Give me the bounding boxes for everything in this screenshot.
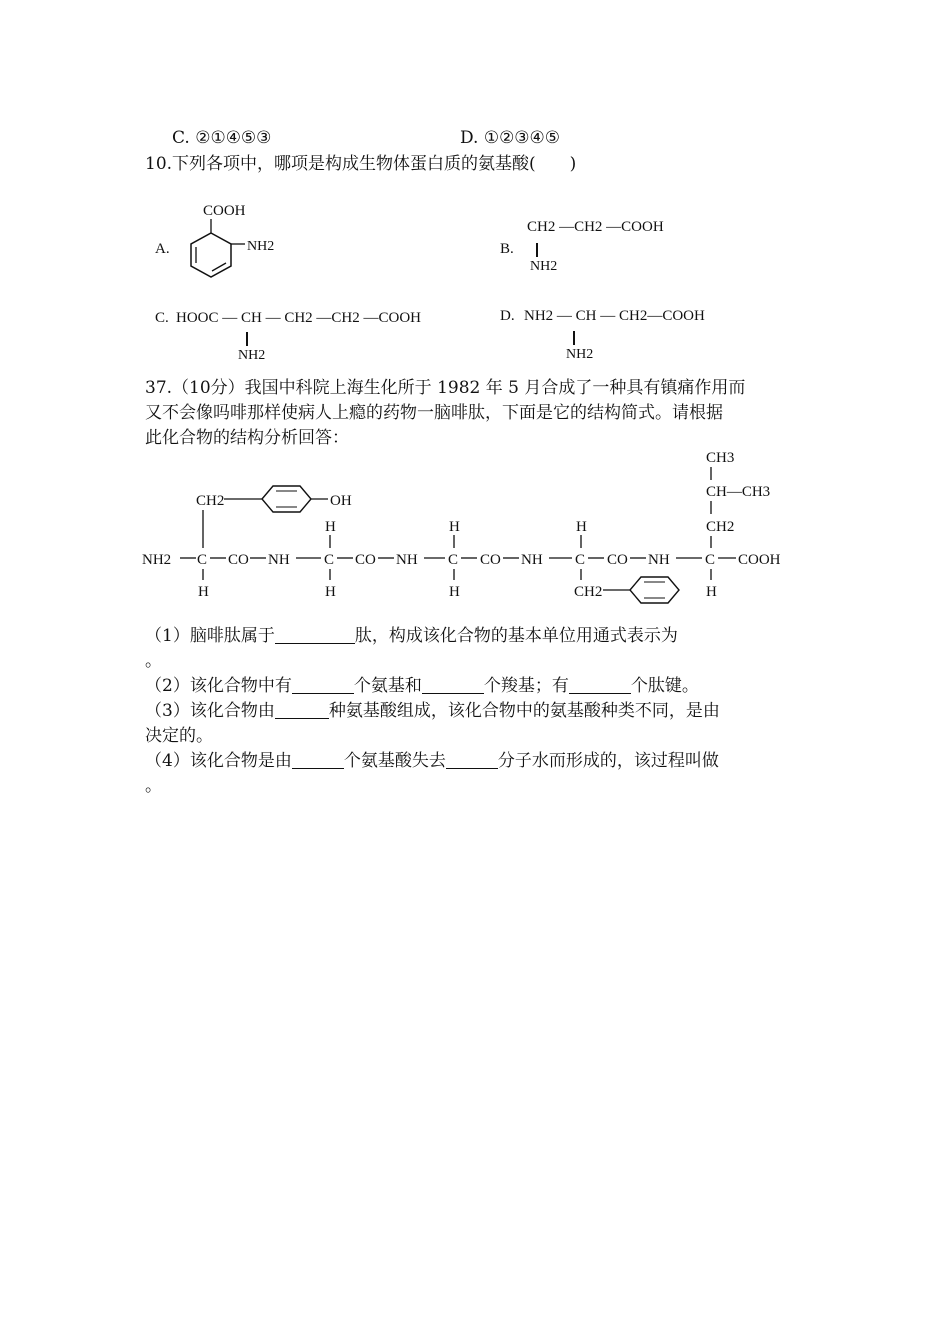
tyr-benzene-ring — [262, 486, 311, 512]
q10-b-label: B. — [500, 241, 514, 257]
q10-b-nh2: NH2 — [530, 259, 558, 274]
phe-ch2: CH2 — [574, 584, 603, 600]
q10-b-chain: CH2 —CH2 —COOH — [527, 219, 664, 235]
gly2-h-top: H — [449, 519, 460, 535]
nh1: NH — [268, 552, 290, 568]
co1: CO — [228, 552, 249, 568]
q10-d-chain: NH2 — CH — CH2—COOH — [524, 308, 705, 324]
q37-sub4: （4）该化合物是由 个氨基酸失去 分子水而形成的，该过程叫做 — [145, 751, 719, 771]
phe-h-top: H — [576, 519, 587, 535]
c4: C — [575, 552, 586, 568]
c5-h-bottom: H — [706, 584, 717, 600]
answer-blank-4[interactable] — [569, 675, 631, 694]
q37-sub1: （1）脑啡肽属于 肽，构成该化合物的基本单位用通式表示为 — [145, 626, 678, 646]
q9-option-d: D. ①②③④⑤ — [460, 128, 561, 148]
answer-blank-5[interactable] — [275, 700, 329, 719]
leu-ch-ch3: CH—CH3 — [706, 484, 771, 500]
c5: C — [705, 552, 716, 568]
tyr-ch2: CH2 — [196, 493, 225, 509]
leu-ch2: CH2 — [706, 519, 735, 535]
nh4: NH — [648, 552, 670, 568]
answer-blank-6[interactable] — [292, 750, 344, 769]
leu-ch3-top: CH3 — [706, 450, 735, 466]
answer-blank-2[interactable] — [292, 675, 354, 694]
c1: C — [197, 552, 208, 568]
backbone-cooh: COOH — [738, 552, 781, 568]
co4: CO — [607, 552, 628, 568]
co2: CO — [355, 552, 376, 568]
q10-d-label: D. — [500, 308, 515, 324]
nh3: NH — [521, 552, 543, 568]
q37-sub3: （3）该化合物由 种氨基酸组成，该化合物中的氨基酸种类不同，是由 — [145, 701, 720, 721]
q37-sub4-end: 。 — [145, 776, 162, 796]
c1-h-bottom: H — [198, 584, 209, 600]
q37-sub2: （2）该化合物中有 个氨基和 个羧基；有 个肽键。 — [145, 676, 699, 696]
nh2-link: NH — [396, 552, 418, 568]
gly1-h-top: H — [325, 519, 336, 535]
q10-c-label: C. — [155, 310, 169, 326]
enkephalin-structure — [140, 440, 820, 610]
q37-sub3-end: 决定的。 — [145, 726, 213, 746]
q10-a-structure — [175, 195, 285, 295]
answer-blank-1[interactable] — [275, 625, 355, 644]
c2: C — [324, 552, 335, 568]
answer-blank-3[interactable] — [422, 675, 484, 694]
q9-option-c: C. ②①④⑤③ — [172, 128, 272, 148]
q10-stem: 10.下列各项中，哪项是构成生物体蛋白质的氨基酸( ) — [145, 154, 577, 174]
q10-a-cooh: COOH — [203, 203, 246, 219]
tyr-oh: OH — [330, 493, 352, 509]
c3-h-bottom: H — [449, 584, 460, 600]
backbone-nh2: NH2 — [142, 552, 172, 568]
co3: CO — [480, 552, 501, 568]
answer-blank-7[interactable] — [446, 750, 498, 769]
c3: C — [448, 552, 459, 568]
c2-h-bottom: H — [325, 584, 336, 600]
q37-sub1-end: 。 — [145, 651, 162, 671]
phe-benzene-ring — [630, 577, 679, 603]
q37-intro-line2: 又不会像吗啡那样使病人上瘾的药物一脑啡肽，下面是它的结构简式。请根据 — [145, 403, 723, 423]
q10-a-label: A. — [155, 241, 170, 257]
q10-a-nh2: NH2 — [247, 239, 275, 254]
q37-intro-line3: 此化合物的结构分析回答： — [145, 428, 349, 448]
q37-intro-line1: 37.（10分）我国中科院上海生化所于 1982 年 5 月合成了一种具有镇痛作用而 — [145, 378, 746, 398]
q10-c-nh2: NH2 — [238, 348, 266, 363]
q10-d-nh2: NH2 — [566, 347, 594, 362]
q10-c-chain: HOOC — CH — CH2 —CH2 —COOH — [176, 310, 422, 326]
benzene-ring — [191, 233, 231, 277]
